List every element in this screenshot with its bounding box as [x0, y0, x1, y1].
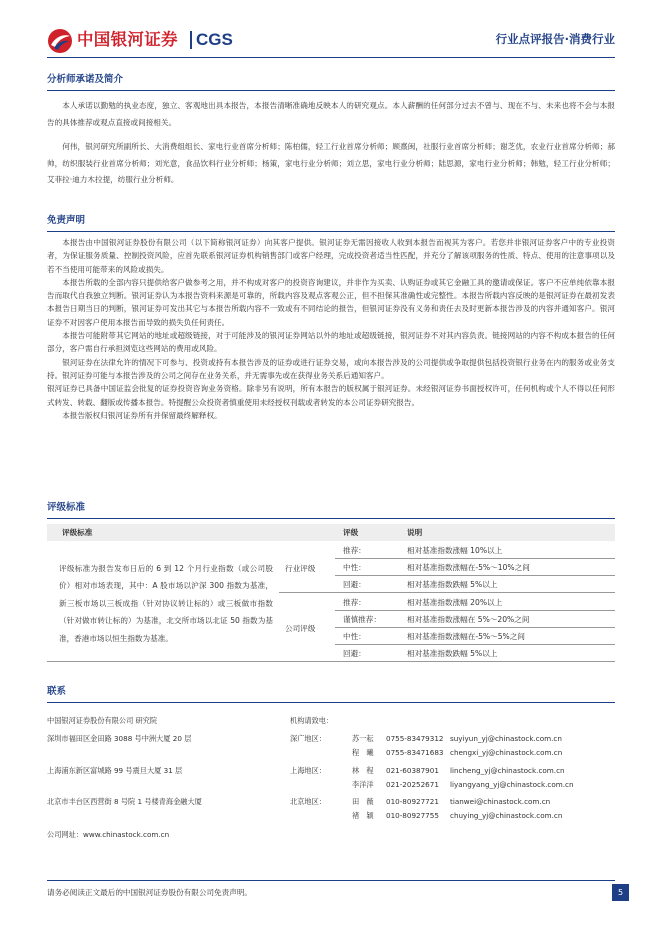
disclaimer-paragraph: 本报告版权归银河证券所有并保留最终解释权。 [62, 410, 222, 420]
page-number: 5 [612, 884, 629, 901]
footer-divider [47, 880, 615, 881]
rating-label: 中性： [343, 632, 366, 641]
sales-contact-label: 机构请致电： [290, 716, 334, 725]
contact-email-link[interactable]: tianwei@chinastock.com.cn [450, 797, 551, 806]
disclaimer-section-rule [47, 231, 615, 232]
rating-description: 相对基准指数涨幅在-5%～5%之间 [407, 632, 525, 641]
contact-email-link[interactable]: liyangyang_yj@chinastock.com.cn [450, 780, 574, 789]
rating-description: 相对基准指数涨幅在 5%～20%之间 [407, 615, 530, 624]
disclaimer-paragraph: 本报告所载的全部内容只提供给客户做参考之用，并不构成对客户的投资咨询建议，并非作为买卖、认购证券或其它金融工具的邀请或保证。客户不应单纯依靠本报告而取代自我独立判断。银河证券认为本报告资料来源是可靠的，所载内容及观点客观公正，但不担保其准确性或完整性。本报告所载内容反映的是银河证券在最初发表本报告日期当日的判断，银河证券可发出其它与本报告所载内容不一致或有不同结论的报告，但银河证券没有义务和责任去及时更新本报告涉及的内容并通知客户。银河证券不对因客户使用本报告而导致的损失负任何责任。 [47, 277, 615, 327]
address-beijing: 北京市丰台区西营街 8 号院 1 号楼青海金融大厦 [47, 797, 202, 806]
contact-email-link[interactable]: lincheng_yj@chinastock.com.cn [450, 766, 565, 775]
contact-section-title: 联系 [47, 686, 67, 697]
disclaimer-paragraph: 本报告可能附带其它网站的地址或超级链接，对于可能涉及的银河证券网站以外的地址或超级链接，银河证券不对其内容负责。链接网站的内容不构成本报告的任何部分，客户需自行承担浏览这些网站的费用或风险。 [47, 331, 615, 354]
rating-description: 相对基准指数涨幅在-5%～10%之间 [407, 563, 530, 572]
logo-divider [190, 31, 192, 49]
rating-label: 推荐： [343, 598, 366, 607]
group-divider [279, 592, 615, 593]
rating-description: 相对基准指数涨幅 20%以上 [407, 598, 503, 607]
row-divider [335, 627, 615, 628]
rating-group-industry: 行业评级 [285, 564, 316, 573]
disclaimer-paragraph: 本报告由中国银河证券股份有限公司（以下简称银河证券）向其客户提供。银河证券无需因接收人收到本报告而视其为客户。若您并非银河证券客户中的专业投资者，为保证服务质量、控制投资风险，应首先联系银河证券机构销售部门或客户经理，完成投资者适当性匹配，并充分了解该项服务的性质、特点、使用的注意事项以及若不当使用可能带来的风险或损失。 [47, 238, 615, 274]
analyst-section-rule [47, 90, 615, 91]
rating-label: 回避： [343, 649, 366, 658]
header-divider [47, 57, 615, 58]
address-shenzhen: 深圳市福田区金田路 3088 号中洲大厦 20 层 [47, 734, 192, 743]
address-shanghai: 上海浦东新区富城路 99 号震旦大厦 31 层 [47, 766, 183, 775]
table-bottom-rule [47, 661, 615, 662]
disclaimer-paragraph: 银河证券已具备中国证监会批复的证券投资咨询业务资格。除非另有说明，所有本报告的版权属于银河证券。未经银河证券书面授权许可，任何机构或个人不得以任何形式转发、转载、翻版或传播本报告。特提醒公众投资者慎重使用未经授权刊载或者转发的本公司证券研究报告。 [47, 384, 615, 407]
rating-description: 相对基准指数跌幅 5%以上 [407, 649, 498, 658]
rating-table-header [47, 524, 615, 541]
contact-name: 苏一耘 [352, 734, 374, 743]
rating-standard-description: 评级标准为报告发布日后的 6 到 12 个月行业指数（或公司股价）相对市场表现，其中：A 股市场以沪深 300 指数为基准，新三板市场以三板成指（针对协议转让标的）或三板做市指数（针对做市转让标的）为基准，北交所市场以北证 50 指数为基准，香港市场以恒生指数为基准。 [59, 563, 273, 643]
contact-phone: 021-60387901 [386, 766, 439, 775]
contact-name: 林 程 [352, 766, 374, 775]
cgs-logo-icon [47, 28, 73, 54]
rating-label: 谨慎推荐： [343, 615, 381, 624]
rating-header-description: 说明 [407, 528, 423, 537]
rating-label: 中性： [343, 563, 366, 572]
rating-description: 相对基准指数跌幅 5%以上 [407, 580, 498, 589]
contact-name: 李洋洋 [352, 780, 374, 789]
contact-phone: 010-80927755 [386, 811, 439, 820]
company-name-cn: 中国银河证券 [77, 30, 178, 49]
analyst-intro: 何伟，银河研究所副所长、大消费组组长、家电行业首席分析师；陈柏儒，轻工行业首席分析师；顾熹闽，社服行业首席分析师；谢芝优，农业行业首席分析师；郝帅，纺织服装行业首席分析师；刘光意，食品饮料行业分析师；杨策，家电行业分析师；刘立思，家电行业分析师；陆思源，家电行业分析师；韩勉，轻工行业分析师；艾菲拉·迪力木拉提，纺服行业分析师。 [47, 142, 615, 184]
row-divider [335, 610, 615, 611]
contact-phone: 0755-83471683 [386, 748, 444, 757]
analyst-section-title: 分析师承诺及简介 [47, 74, 124, 85]
rating-header-standard: 评级标准 [62, 528, 93, 537]
region-label: 深广地区： [290, 734, 326, 743]
contact-name: 田 薇 [352, 797, 374, 806]
contact-name: 褚 颖 [352, 811, 374, 820]
contact-section-rule [47, 702, 615, 703]
rating-group-company: 公司评级 [285, 624, 316, 633]
region-label: 上海地区： [290, 766, 326, 775]
company-name-en: CGS [196, 30, 233, 49]
contact-phone: 021-20252671 [386, 780, 439, 789]
rating-description: 相对基准指数涨幅 10%以上 [407, 546, 503, 555]
report-type-label: 行业点评报告·消费行业 [495, 32, 615, 46]
footer-disclaimer-notice: 请务必阅读正文最后的中国银河证券股份有限公司免责声明。 [47, 888, 253, 897]
row-divider [335, 644, 615, 645]
company-website-link[interactable]: 公司网址：www.chinastock.com.cn [47, 830, 170, 839]
rating-label: 推荐： [343, 546, 366, 555]
rating-header-rating: 评级 [343, 528, 359, 537]
contact-email-link[interactable]: chuying_yj@chinastock.com.cn [450, 811, 563, 820]
page-header [0, 0, 662, 64]
region-label: 北京地区： [290, 797, 326, 806]
contact-phone: 0755-83479312 [386, 734, 444, 743]
contact-phone: 010-80927721 [386, 797, 439, 806]
disclaimer-body [47, 236, 615, 422]
row-divider [335, 558, 615, 559]
contact-email-link[interactable]: chengxi_yj@chinastock.com.cn [450, 748, 563, 757]
rating-label: 回避： [343, 580, 366, 589]
rating-section-rule [47, 518, 615, 519]
contact-name: 程 曦 [352, 748, 374, 757]
research-institute-name: 中国银河证券股份有限公司 研究院 [47, 716, 158, 725]
analyst-commitment: 本人承诺以勤勉的执业态度，独立、客观地出具本报告，本报告清晰准确地反映本人的研究观点。本人薪酬的任何部分过去不曾与、现在不与、未来也将不会与本报告的具体推荐或观点直接或间接相关。 [47, 101, 615, 127]
contact-email-link[interactable]: suyiyun_yj@chinastock.com.cn [450, 734, 562, 743]
disclaimer-paragraph: 银河证券在法律允许的情况下可参与、投资或持有本报告涉及的证券或进行证券交易，或向本报告涉及的公司提供或争取提供包括投资银行业务在内的服务或业务支持。银河证券可能与本报告涉及的公司之间存在业务关系，并无需事先或在获得业务关系后通知客户。 [47, 357, 615, 380]
rating-section-title: 评级标准 [47, 502, 86, 513]
row-divider [335, 575, 615, 576]
disclaimer-section-title: 免责声明 [47, 215, 86, 226]
